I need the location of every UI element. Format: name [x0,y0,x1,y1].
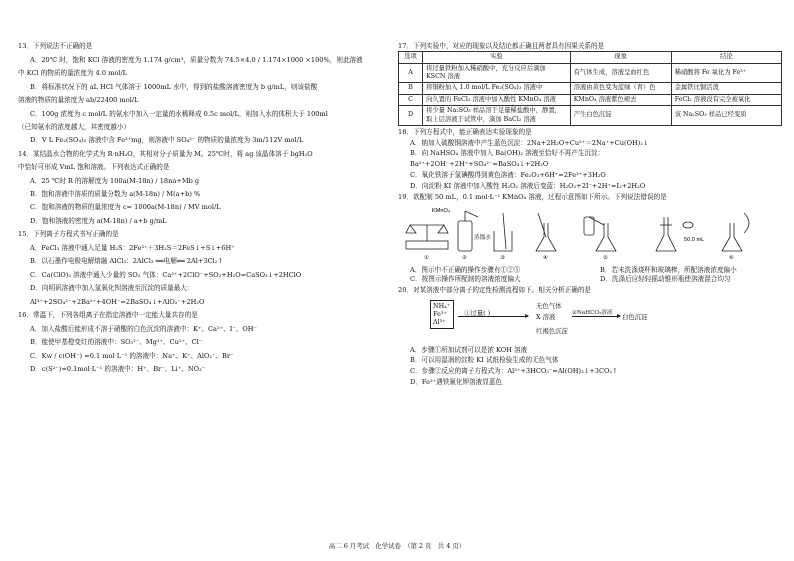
q20-option: D．Fe²⁺遇铁氰化钾溶液显蓝色 [410,377,503,386]
product-red-brown-precipitate: 红褐色沉淀 [536,326,568,335]
page-footer: 高二 6 月考试 化学试卷 （第 2 页 共 4 页） [328,542,466,550]
q18-line: A．钠加入硫酸铜溶液中产生蓝色沉淀：2Na+2H₂O+Cu²⁺＝2Na⁺+Cu(OH)₂↓ [410,138,649,147]
table-cell: 将铜粉加入 1.0 mol/L Fe₂(SO₄)₃ 溶液中 [423,83,571,94]
left-line: A．20℃ 时，饱和 KCl 溶液的密度为 1.174 g/cm³，质量分数为 74.5×4.0 / 1.174×1000 ×100%，则此溶液 [30,55,363,64]
table-cell: B [399,83,423,94]
left-line: C．Ca(ClO)₂ 溶液中通入少量的 SO₂ 气体：Ca²⁺+2ClO⁻+SO₂+H₂O=CaSO₃↓+2HClO [30,270,302,279]
q19-title: 19．欲配制 50 mL，0.1 mol·L⁻¹ KMnO₄ 溶液，过程示意图如下所示。下列说法错误的是 [398,192,667,201]
step-label-2: ② [462,254,468,261]
q19-option-a: A．图示中不正确的操作步骤有①②⑤ [410,265,521,274]
q18-line: B．向 NaHSO₄ 溶液中加入 Ba(OH)₂ 溶液至恰好不再产生沉淀： [410,149,605,158]
q17-title: 17．下列实验中，对应的现象以及结论都正确且两者具有因果关系的是 [398,42,605,50]
table-row [399,63,782,83]
left-line: C．Kw / c(OH⁻) =0.1 mol·L⁻¹ 的溶液中：Na⁺、K⁺、AlO₂⁻、Br⁻ [30,351,234,360]
left-line: D．V L Fe₂(SO₄)₃ 溶液中含 Fe³⁺mg，则溶液中 SO₄²⁻ 的物质的量浓度为 3m/112V mol/L [30,136,304,145]
table-cell: C [399,94,423,105]
table-row [399,83,782,94]
table-cell: 向久置的 FeCl₂ 溶液中加入酸性 KMnO₄ 溶液 [423,94,571,105]
q20-flowchart [408,298,782,344]
left-line: A．25 ℃时 R 的溶解度为 100a(M-18n) / 18na+Mb g [30,176,200,185]
ion-box [430,300,454,329]
left-line: B．饱和溶液中溶质的质量分数为 a(M-18n) / M(a+b) % [30,190,201,199]
left-line: C．饱和溶液的物质的量浓度为 c= 1000a(M-18n) / MV mol/L [30,203,221,212]
table-cell: FeCl₂ 溶液没有完全被氧化 [671,94,781,105]
water-tag: 蒸馏水 [474,234,491,241]
table-cell: 该 Na₂SO₃ 样品已经变质 [671,106,781,126]
left-line: D．向明矾溶液中加入氢氧化钡溶液至沉淀的质量最大： [30,284,194,293]
table-cell: 溶液由黄色变为蓝绿（青）色 [570,83,671,94]
q17-header: 现象 [570,52,671,63]
q19-options [398,266,782,284]
q19-option-c: C．按图示操作所配制的溶液浓度偏大 [410,275,521,284]
table-cell: 产生白色沉淀 [570,106,671,126]
left-line: 溶液的物质的量浓度为 ab/22400 mol/L [18,95,139,104]
table-cell: 将少量 Na₂SO₃ 样品溶于足量稀盐酸中，静置，取上层溶液于试管中，滴加 BaCl₂ 溶液 [423,106,571,126]
q20-option: B．可以用湿润的淀粉 KI 试纸检验生成的无色气体 [410,356,559,365]
left-line: 14．某结晶水合物的化学式为 R·nH₂O，其相对分子质量为 M。25℃时，将 ag 该晶体溶于 bgH₂O [18,149,313,158]
q19-apparatus-figure [398,203,782,265]
left-line: B．以石墨作电极电解熔融 AlCl₃：2AlCl₃ ══电解══ 2Al+3Cl₂↑ [30,257,223,266]
left-line: 13．下列说法不正确的是 [18,42,93,50]
ion-al3: Al³⁺ [433,318,446,327]
step-label-6: ⑥ [729,254,735,261]
left-line: 中 KCl 的物质的量浓度为 4.0 mol/L [18,68,128,77]
left-line: A．FeCl₃ 溶液中通入足量 H₂S：2Fe³⁺＋3H₂S＝2FeS↓+S↓+6H⁺ [30,244,235,253]
left-line: （已知氨水的浓度越大，其密度越小） [18,122,131,131]
q18-line: 18．下列方程式中，能正确表达实验现象的是 [398,128,532,137]
left-line: Al³⁺+2SO₄²⁻+2Ba²⁺+4OH⁻=2BaSO₄↓+AlO₂⁻+2H₂O [30,297,205,306]
step2-arrow [572,316,620,317]
product-white-precipitate: 白色沉淀 [622,312,648,321]
left-line: B．能使甲基橙变红的溶液中：SO₃²⁻、Mg²⁺、Cu²⁺、Cl⁻ [30,337,203,346]
ion-fe3: Fe³⁺ [433,309,447,318]
step-label-3: ③ [500,254,506,261]
table-cell: 金属铁比铜活泼 [671,83,781,94]
step-label-5: ⑤ [603,254,609,261]
q17-header: 选项 [399,52,423,63]
table-cell: KMnO₄ 溶液紫色褪去 [570,94,671,105]
left-line: 16．常温下，下列各组离子在指定溶液中一定能大量共存的是 [18,311,198,320]
left-line: D．c(S²⁻)=0.1mol·L⁻¹ 的溶液中：H⁺、Br⁻、Li⁺、NO₃⁻ [30,364,206,373]
left-line: A．加入盐酸后能形成不溶于硝酸的白色沉淀的溶液中：K⁺、Ca²⁺、I⁻、OH⁻ [30,324,258,333]
left-line: 15．下列离子方程式书写正确的是 [18,230,119,239]
q19-option-b: B．若未洗涤烧杯和玻璃棒，所配溶液浓度偏小 [600,265,737,274]
product-x-solution: X 溶液 [536,312,556,321]
ion-nh4: NH₄⁺ [433,301,451,310]
table-cell: 稀硝酸将 Fe 氧化为 Fe³⁺ [671,63,781,83]
q18-line: C．氧化铁溶于氢碘酸得到黄色溶液：Fe₂O₃+6H⁺=2Fe³⁺+3H₂O [410,170,606,179]
step1-label: ①过量( ) [464,308,491,317]
kmno4-tag: KMnO₄ [432,207,451,214]
q18-line: D．向淀粉 KI 溶液中加入酸性 H₂O₂ 溶液后变蓝：H₂O₂+2I⁻+2H⁺=I₂+2H₂O [410,181,646,190]
step-label-4: ④ [543,254,549,261]
q17-table [398,51,782,126]
product-gas: 无色气体 [536,301,562,310]
right-column [398,40,782,388]
table-cell: A [399,63,423,83]
q20-title: 20．对某溶液中部分离子的定性检测流程如下。相关分析正确的是 [398,286,592,295]
step-label-1: ① [424,254,430,261]
left-line: 中恰好可形成 VmL 饱和溶液。下列表达式正确的是 [18,163,170,172]
step2-label: ②NaHCO₃溶液 [572,309,613,316]
table-row [399,106,782,126]
table-cell: 有气体生成，溶液呈血红色 [570,63,671,83]
q20-option: C．步骤②反应的离子方程式为：Al³⁺+3HCO₃⁻=Al(OH)₃↓+3CO₂↑ [410,366,618,375]
q19-option-d: D．洗涤后应轻轻摇动锥形瓶使溶液混合均匀 [600,275,731,284]
q20-options [398,346,782,387]
left-column [18,40,390,379]
apparatus-illustration [398,203,778,265]
table-row [399,94,782,105]
left-line: D．饱和溶液的密度为 a(M-18n) / a+b g/mL [30,217,167,226]
q20-option: A．步骤①所加试剂可以是浓 KOH 溶液 [410,345,528,354]
q17-header: 结论 [671,52,781,63]
volume-tag: 50.0 mL [684,236,705,243]
left-line: C．100g 浓度为 c mol/L 的氨水中加入一定量的水稀释成 0.5c mol/L，则加入水的体积大于 100ml [30,109,328,118]
left-line: B．将标准状况下的 aL HCl 气体溶于 1000mL 水中，得到的盐酸溶液密度为 b g/mL，则该盐酸 [30,82,318,91]
table-cell: D [399,106,423,126]
q17-header: 实验 [423,52,571,63]
table-cell: 将过量铁粉加入稀硝酸中，充分反应后滴加 KSCN 溶液 [423,63,571,83]
q18-line: Ba²⁺+2OH⁻+2H⁺+SO₄²⁻=BaSO₄↓+2H₂O [410,160,549,169]
